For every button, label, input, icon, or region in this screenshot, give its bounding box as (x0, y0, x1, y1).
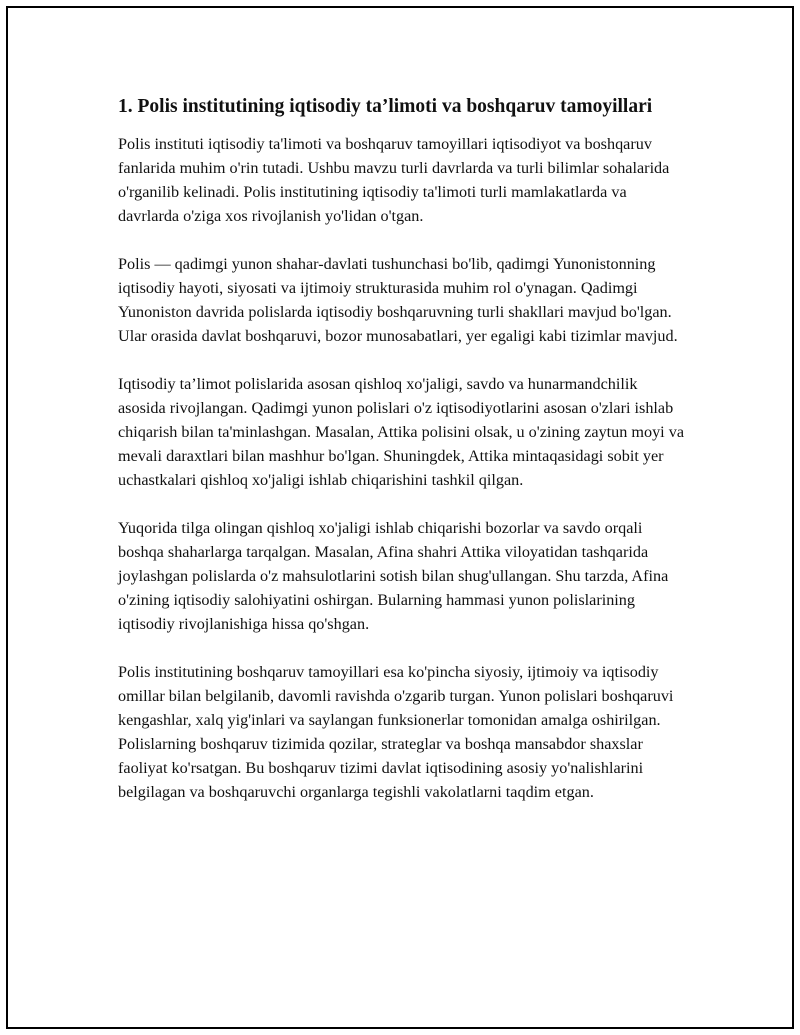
paragraph-4: Yuqorida tilga olingan qishloq xo'jaligi ishlab chiqarishi bozorlar va savdo orqali boshqa shaharlarga tarqalgan. Masalan, Afina shahri Attika viloyatidan tashqarida joylashgan polislarda o'z mahsulotlarini sotish bilan shug'ullangan. Shu tarzda, Afina o'zining iqtisodiy salohiyatini oshirgan. Bularning hammasi yunon polislarining iqtisodiy rivojlanishiga hissa qo'shgan. (118, 519, 669, 633)
paragraph-1: Polis instituti iqtisodiy ta'limoti va boshqaruv tamoyillari iqtisodiyot va boshqaruv fanlarida muhim o'rin tutadi. Ushbu mavzu turli davrlarda va turli bilimlar sohalarida o'rganilib kelinadi. Polis institutining iqtisodiy ta'limoti turli mamlakatlarda va davrlarda o'ziga xos rivojlanish yo'lidan o'tgan. (118, 135, 670, 225)
document-body (118, 94, 688, 828)
paragraph-2: Polis — qadimgi yunon shahar-davlati tushunchasi bo'lib, qadimgi Yunonistonning iqtisodiy hayoti, siyosati va ijtimoiy strukturasida muhim rol o'ynagan. Qadimgi Yunoniston davrida polislarda iqtisodiy boshqaruvning turli shakllari mavjud bo'lgan. Ular orasida davlat boshqaruvi, bozor munosabatlari, yer egaligi kabi tizimlar mavjud. (118, 255, 678, 345)
paragraph-5: Polis institutining boshqaruv tamoyillari esa ko'pincha siyosiy, ijtimoiy va iqtisodiy omillar bilan belgilanib, davomli ravishda o'zgarib turgan. Yunon polislari boshqaruvi kengashlar, xalq yig'inlari va saylangan funksionerlar tomonidan amalga oshirilgan. Polislarning boshqaruv tizimida qozilar, strateglar va boshqa mansabdor shaxslar faoliyat ko'rsatgan. Bu boshqaruv tizimi davlat iqtisodining asosiy yo'nalishlarini belgilagan va boshqaruvchi organlarga tegishli vakolatlarni taqdim etgan. (118, 663, 674, 801)
paragraph-3: Iqtisodiy ta’limot polislarida asosan qishloq xo'jaligi, savdo va hunarmandchilik asosida rivojlangan. Qadimgi yunon polislari o'z iqtisodiyotlarini asosan o'zlari ishlab chiqarish bilan ta'minlashgan. Masalan, Attika polisini olsak, u o'zining zaytun moyi va mevali daraxtlari bilan mashhur bo'lgan. Shuningdek, Attika mintaqasidagi sobit yer uchastkalari qishloq xo'jaligi ishlab chiqarishini tashkil qilgan. (118, 375, 685, 489)
section-heading: 1. Polis institutining iqtisodiy ta’limoti va boshqaruv tamoyillari (118, 96, 653, 117)
